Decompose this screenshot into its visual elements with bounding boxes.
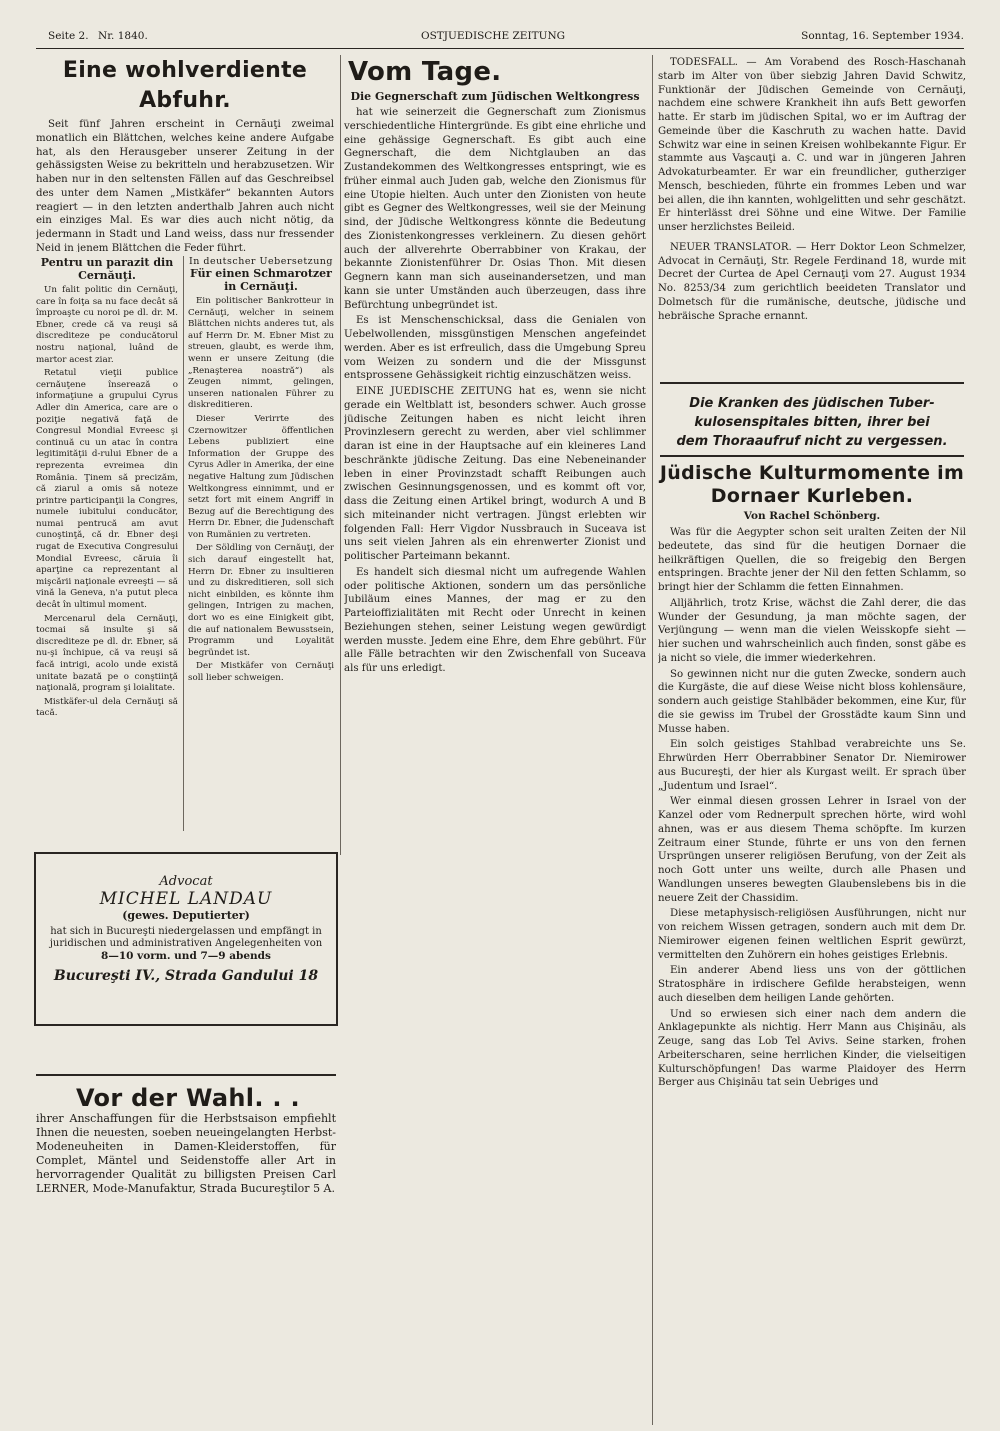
ad-wahl-text (36, 1112, 336, 1222)
paragraph: Der Söldling von Cernăuţi, der sich darauf eingestellt hat, Herrn Dr. Ebner zu insultieren und zu diskreditieren, soll sich nicht einbilden, es könnte ihm gelingen, Intrigen zu machen, dort wo es eine Einigkeit gibt, die auf nationalem Bewusstsein, Programm und Loyalität begründet ist. (188, 543, 334, 658)
paragraph: Seit fünf Jahren erscheint in Cernăuţi zweimal monatlich ein Blättchen, welches keine andere Aufgabe hat, als den Herausgeber unserer Zeitung in der gehässigsten Weise zu bekritteln und herabzusetzen. Wir haben nur in den seltensten Fällen auf das Geschreibsel des unter dem Namen „Mistkäfer“ bekannten Autors reagiert — in den letzten anderthalb Jahren auch nicht ein einziges Mal. Es war dies auch nicht nötig, da jedermann in Stadt und Land weiss, dass nur fressender Neid in jenem Blättchen die Feder führt. (36, 119, 334, 252)
paragraph: hat wie seinerzeit die Gegnerschaft zum Zionismus verschiedentliche Hintergründe. Es gibt eine ehrliche und eine gehässige Gegnerschaft. Es gibt auch eine Gegnerschaft, die dem Nichtglauben an das Zustandekommen des Weltkongresses entspringt, wie es früher einmal auch Juden gab, welche den Zionismus für eine Utopie hielten. Auch unter den Zionisten von heute gibt es Gegner des Weltkongresses, weil sie der Meinung sind, der Jüdische Weltkongress könnte die Bedeutung des Zionistenkongresses verkleinern. Zu diesen gehört auch der allverehrte Oberrabbiner von Krakau, der bekannte Zionistenführer Dr. Osias Thon. Mit diesen Gegnern kann man sich auseinandersetzen, und man kann sie unter Umständen auch überzeugen, dass ihre Befürchtung unbegründet ist. (344, 107, 646, 311)
ad-name: MICHEL LANDAU (99, 889, 273, 909)
paragraph: EINE JUEDISCHE ZEITUNG hat es, wenn sie nicht gerade ein Weltblatt ist, besonders schwer. Auch grosse jüdische Zeitungen haben es nicht leicht ihren Provinzlesern gerecht zu werden, aber viel schlimmer daran ist eine in der Hauptsache auf ein kleineres Land beschränkte jüdische Zeitung. Das eine Nebeneinander leben in einer Provinzstadt schafft Reibungen auch zwischen Gesinnungsgenossen, und es kommt oft vor, dass die Zeitung einen Artikel bringt, wodurch A und B sich miteinander nicht vertragen. Jüngst erlebten wir folgenden Fall: Herr Vigdor Nussbrauch in Suceava ist uns seit vielen Jahren als ein ehrenwerter Zionist und politischer Parteimann bekannt. (344, 386, 646, 562)
ad-michel-landau (34, 852, 338, 1026)
article-title: Vom Tage. (348, 57, 502, 87)
paragraph: Un falit politic din Cernăuţi, care în foiţa sa nu face decât să împroaşte cu noroi pe dl. dr. M. Ebner, crede că va reuşi să discrediteze pe conducătorul nostru naţional, luând de martor acest ziar. (36, 285, 178, 365)
paragraph: Und so erwiesen sich einer nach dem andern die Anklagepunkte als nichtig. Herr Mann aus Chişinău, als Zeuge, sang das Lob Tel Avivs. Seine starken, frohen Arbeiterscharen, seine herrlichen Kinder, die vielseitigen Kulturschöpfungen! Das warme Plaidoyer des Herrn Berger aus Chişinău tat sein Uebriges und (658, 1008, 966, 1089)
paragraph: Es handelt sich diesmal nicht um aufregende Wahlen oder politische Aktionen, sondern um das persönliche Jubiläum eines Mannes, der mag er zu den Parteioffizialitäten mit Recht oder Unrecht in keinen Beziehungen stehen, seiner Leistung wegen gewürdigt werden musste. Jedem eine Ehre, dem Ehre gebührt. Für alle Fälle betrachten wir den Zwischenfall von Suceava als für uns erledigt. (344, 566, 646, 674)
paragraph: Ein solch geistiges Stahlbad verabreichte uns Se. Ehrwürden Herr Oberrabbiner Senator Dr. Niemirower aus Bucureşti, der hier als Kurgast weilt. Er sprach über „Judentum und Israel“. (658, 739, 966, 792)
article-subtitle: Die Gegnerschaft zum Jüdischen Weltkongress (350, 90, 640, 103)
notice-line: dem Thoraaufruf nicht zu vergessen. (676, 434, 948, 449)
article-title: Jüdische Kulturmomente im Dornaer Kurleben. (659, 462, 965, 507)
paragraph: Mistkäfer-ul dela Cernăuţi să tacă. (36, 696, 178, 719)
paragraph: Was für die Aegypter schon seit uralten Zeiten der Nil bedeutete, das sind für die heutigen Dornaer die heilkräftigen Quellen, die so freigebig den Bergen entspringen. Brachte jener der Nil den fetten Schlamm, so bringt hier der Schlamm die fetten Einnahmen. (658, 527, 966, 593)
notice-rule-top (660, 382, 964, 384)
paragraph: So gewinnen nicht nur die guten Zwecke, sondern auch die Kurgäste, die auf diese Weise nicht bloss kohlensäure, sondern auch geistige Stahlbäder bekommen, eine Kur, für die sie gewiss im Trubel der Grosstädte kaum Sinn und Musse haben. (658, 668, 966, 735)
ad-former-title: (gewes. Deputierter) (122, 909, 250, 922)
notice-line: Die Kranken des jüdischen Tuber- (689, 396, 935, 411)
page-number: Seite 2. (48, 30, 89, 42)
paragraph: Der Mistkäfer von Cernăuţi soll lieber schweigen. (188, 661, 334, 683)
notice-rule-bottom (660, 455, 964, 457)
issue-number: Nr. 1840. (98, 30, 148, 42)
article-abfuhr (36, 56, 334, 252)
german-translation (188, 256, 334, 830)
issue-date: Sonntag, 16. September 1934. (801, 30, 964, 42)
column-divider-1 (340, 55, 341, 855)
ad-title: Vor der Wahl. . . (76, 1084, 300, 1112)
translation-title: Für einen Schmarotzer in Cernăuţi. (190, 267, 332, 293)
notice-line: kulosenspitales bitten, ihrer bei (694, 415, 930, 430)
news-items (658, 56, 966, 396)
paragraph: Retatul vieţii publice cernăuţene înserează o informaţiune a grupului Cyrus Adler din America, care are o poziţie negativă faţă de Congresul Mondial Evreesc şi continuă cu un atac în contra legitimităţii d-rului Ebner de a reprezenta evreimea din România. Ţinem să precizăm, că ziarul a omis să noteze printre participanţii la Congres, numele iubitului conducător, numai pentrucă am avut cunoştinţă, că dr. Ebner deşi rugat de Executiva Congresului Mondial Evreesc, căruia îi aparţine ca reprezentant al mişcării naţionale evreeşti — să vină la Geneva, n'a putut pleca decât în ultimul moment. (36, 368, 178, 611)
ad-address: Bucureşti IV., Strada Gandului 18 (53, 968, 319, 984)
romanian-title: Pentru un parazit din Cernăuţi. (40, 256, 174, 282)
paragraph: Alljährlich, trotz Krise, wächst die Zahl derer, die das Wunder der Gesundung, ja man möchte sagen, der Verjüngung — wenn man die vielen Weisskopfe sieht — hier suchen und wahrscheinlich auch finden, sonst gäbe es ja nicht so viele, die immer wiederkehren. (658, 597, 966, 664)
romanian-text (36, 256, 178, 830)
article-title: Eine wohlverdiente Abfuhr. (62, 58, 308, 113)
news-item: NEUER TRANSLATOR. — Herr Doktor Leon Schmelzer, Advocat in Cernăuţi, Str. Regele Ferdinand 18, wurde mit Decret der Curtea de Apel Cernauţi vom 27. August 1934 No. 8253/34 zum gerichtlich beeideten Translator und Dolmetsch für die rumänische, deutsche, jüdische und hebräische Sprache ernannt. (658, 241, 966, 322)
news-item: TODESFALL. — Am Vorabend des Rosch-Haschanah starb im Alter von über siebzig Jahren David Schwitz, Funktionär der Jüdischen Gemeinde von Cernăuţi, nachdem eine schwere Krankheit ihn aufs Bett geworfen hatte. Er starb im jüdischen Spital, wo er im Auftrag der Gemeinde über die Kaschruth zu wachen hatte. David Schwitz war eine in seinen Kreisen wohlbekannte Figur. Er stammte aus Vaşcauţi a. C. und war in jüngeren Jahren Advokaturbeamter. Er war ein freundlicher, gutherziger Mensch, beschieden, führte ein frommes Leben und war bei allen, die ihn kannten, wohlgelitten und sehr geschätzt. Er hinterlässt drei Söhne und eine Witwe. Der Familie unser herzlichstes Beileid. (658, 57, 966, 233)
paragraph: Diese metaphysisch-religiösen Ausführungen, nicht nur von reichem Wissen getragen, sondern auch mit dem Dr. Niemirower eigenen feinen weltlichen Esprit gewürzt, vermittelten den Zuhörern ein hohes geistiges Erlebnis. (658, 908, 966, 961)
paragraph: Ein politischer Bankrotteur in Cernăuţi, welcher in seinem Blättchen nichts anderes tut, als auf Herrn Dr. M. Ebner Mist zu streuen, glaubt, es werde ihm, wenn er unsere Zeitung (die „Renaşterea noastră“) als Zeugen nimmt, gelingen, unseren nationalen Führer zu diskreditieren. (188, 296, 334, 411)
paragraph: Ein anderer Abend liess uns von der göttlichen Stratosphäre in irdischere Gefilde herabsteigen, wenn auch dieselben dem heiligen Lande gehörten. (658, 965, 966, 1004)
ad-description: hat sich in Bucureşti niedergelassen und empfängt in juridischen und administrativen Angelegenheiten von (49, 926, 323, 949)
page-header (36, 30, 964, 46)
paragraph: Wer einmal diesen grossen Lehrer in Israel von der Kanzel oder vom Rednerpult sprechen hörte, wird wohl ahnen, was er aus diesem Thema schöpfte. Im kurzen Zeitraum einer Stunde, führte er uns von den fernen Ursprüngen unserer religiösen Berufung, von der Zeit als noch Gott unter uns weilte, durch alle Phasen und Wandlungen unseres bewegten Glaubenslebens bis in die neuere Zeit der Chassidim. (658, 796, 966, 904)
translation-label: In deutscher Uebersetzung (188, 256, 334, 267)
paragraph: Es ist Menschenschicksal, dass die Genialen von Uebelwollenden, missgünstigen Menschen angefeindet werden. Aber es ist erfreulich, dass die Umgebung Spreu vom Weizen zu sondern und die der Missgunst entsprossene Gehässigkeit richtig einzuschätzen weiss. (344, 315, 646, 382)
column-divider-2 (652, 55, 653, 1425)
paragraph: Dieser Verirrte des Czernowitzer öffentlichen Lebens publiziert eine Information der Gruppe des Cyrus Adler in Amerika, der eine negative Haltung zum Jüdischen Weltkongress einnimmt, und er setzt fort mit einem Angriff in Bezug auf die Berechtigung des Herrn Dr. Ebner, die Judenschaft von Rumänien zu vertreten. (188, 413, 334, 540)
ad-hours: 8—10 vorm. und 7—9 abends (101, 950, 271, 962)
article-byline: Von Rachel Schönberg. (743, 510, 881, 522)
article-kulturmomente (658, 462, 966, 1422)
ad-text: ihrer Anschaffungen für die Herbstsaison empfiehlt Ihnen die neuesten, soeben neueingelangten Herbst-Modeneuheiten in Damen-Kleiderstoffen, für Complet, Mäntel und Seidenstoffe aller Art in hervorragender Qualität zu billigsten Preisen Carl LERNER, Mode-Manufaktur, Strada Bucureştilor 5 A. (36, 1112, 336, 1195)
ad-role: Advocat (159, 874, 213, 889)
article-vom-tage (344, 56, 646, 1406)
header-rule (36, 48, 964, 49)
notice-tuberculosis (660, 394, 964, 451)
paragraph: Mercenarul dela Cernăuţi, tocmai să insulte şi să discrediteze pe dl. dr. Ebner, să nu-şi închipue, că va reuşi să facă intrigi, acolo unde există unitate bazată pe o conştiinţă naţională, program şi loialitate. (36, 613, 178, 694)
newspaper-name: OSTJUEDISCHE ZEITUNG (421, 30, 566, 42)
ad-rule (36, 1074, 336, 1076)
sub-column-divider (183, 256, 184, 831)
